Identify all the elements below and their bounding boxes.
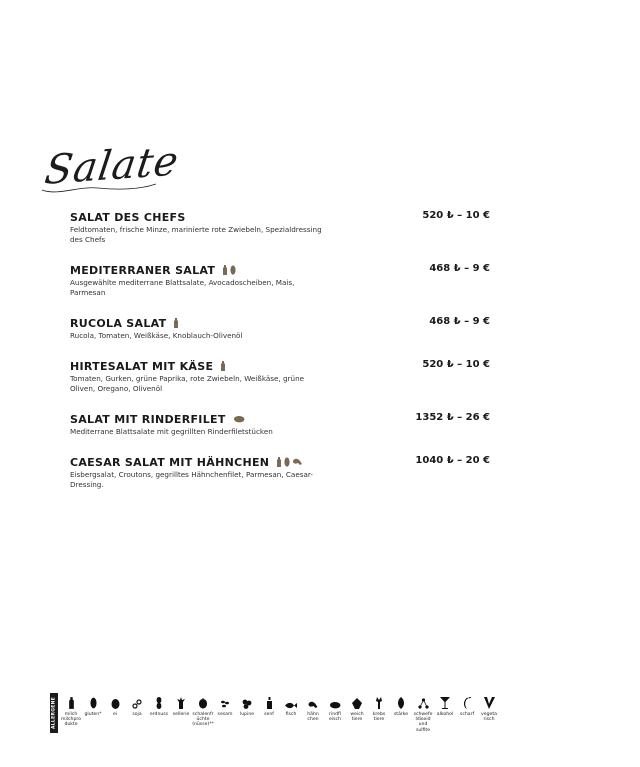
legend-item: [104, 693, 126, 717]
legend-item: [456, 693, 478, 717]
chicken-icon: [307, 701, 319, 709]
sulphite-icon: [418, 698, 429, 709]
legend-label: soja: [132, 712, 142, 717]
item-price: 520 ₺ – 10 €: [422, 359, 490, 370]
legend-label: milch milchpro dukte: [61, 712, 81, 728]
alcohol-icon: [440, 697, 450, 709]
mustard-icon: [266, 697, 273, 709]
legend-label: weich tiere: [350, 712, 364, 723]
item-name: SALAT MIT RINDERFILET: [70, 412, 226, 426]
legend-item: [324, 693, 346, 722]
vegetarian-icon: [484, 697, 495, 709]
crustacean-icon: [374, 697, 384, 709]
menu-item: [70, 210, 490, 245]
mollusc-icon: [352, 698, 362, 709]
sesame-icon: [220, 699, 230, 709]
item-description: Mediterrane Blattsalate mit gegrillten Rinderfiletstücken: [70, 427, 273, 436]
menu-item: [70, 316, 490, 341]
item-description: Ausgewählte mediterrane Blattsalate, Avocadoscheiben, Mais, Parmesan: [70, 278, 295, 297]
item-name: SALAT DES CHEFS: [70, 210, 186, 224]
item-description: Eisbergsalat, Croutons, gegrilltes Hähnchenfilet, Parmesan, Caesar-Dressing.: [70, 470, 313, 489]
nuts-icon: [198, 698, 208, 709]
legend-label: scharf: [459, 712, 475, 717]
legend-item: [126, 693, 148, 717]
legend-label: stärke: [393, 712, 409, 717]
legend-item: [280, 693, 302, 717]
legend-label: senf: [264, 712, 274, 717]
item-price: 468 ₺ – 9 €: [429, 316, 490, 327]
legend-item: [214, 693, 236, 717]
milk-icon: [276, 457, 282, 467]
menu-item: [70, 412, 490, 437]
legend-label: schalenfr üchte (nüsse)**: [192, 712, 214, 728]
milk-icon: [222, 265, 228, 275]
legend-label: erdnuss: [149, 712, 169, 717]
allergen-legend: [50, 693, 510, 743]
spicy-icon: [463, 697, 472, 709]
legend-label: hähn chen: [307, 712, 319, 723]
menu-item: [70, 455, 490, 490]
item-price: 1352 ₺ – 26 €: [415, 412, 490, 423]
legend-item: [60, 693, 82, 728]
gluten-icon: [90, 697, 97, 709]
legend-item: [346, 693, 368, 722]
legend-label: sesam: [217, 712, 233, 717]
legend-label: alkohol: [436, 712, 454, 717]
chicken-icon: [292, 458, 303, 466]
legend-label: fisch: [285, 712, 297, 717]
item-price: 1040 ₺ – 20 €: [415, 455, 490, 466]
item-name: RUCOLA SALAT: [70, 316, 167, 330]
item-price: 468 ₺ – 9 €: [429, 263, 490, 274]
legend-item: [192, 693, 214, 728]
legend-label: sellerie: [172, 712, 190, 717]
peanut-icon: [155, 697, 163, 709]
legend-item: [478, 693, 500, 722]
legend-tag-label: ALLERGENE: [51, 696, 57, 730]
legend-item: [412, 693, 434, 733]
legend-item: [302, 693, 324, 722]
egg-icon: [111, 698, 120, 709]
legend-item: [82, 693, 104, 717]
menu-item: [70, 263, 490, 298]
item-price: 520 ₺ – 10 €: [422, 210, 490, 221]
fish-icon: [285, 702, 297, 709]
legend-item: [170, 693, 192, 717]
legend-item: [368, 693, 390, 722]
legend-item: [258, 693, 280, 717]
item-description: Tomaten, Gurken, grüne Paprika, rote Zwiebeln, Weißkäse, grüne Oliven, Oregano, Olivenöl: [70, 374, 305, 393]
item-name: MEDITERRANER SALAT: [70, 263, 216, 277]
milk-icon: [68, 697, 75, 709]
legend-label: vegeta risch: [481, 712, 497, 723]
milk-icon: [173, 318, 179, 328]
legend-item: [148, 693, 170, 717]
starch-icon: [397, 697, 405, 709]
menu-item: [70, 359, 490, 394]
legend-item: [236, 693, 258, 717]
legend-label: ei: [112, 712, 118, 717]
gluten-icon: [230, 265, 236, 275]
beef-icon: [233, 415, 245, 423]
gluten-icon: [284, 457, 290, 467]
celery-icon: [177, 697, 185, 709]
legend-tag: [50, 693, 58, 733]
legend-label: schwefe ldioxid und sulfite: [413, 712, 433, 733]
beef-icon: [329, 701, 341, 709]
legend-label: gluten*: [84, 712, 102, 717]
legend-label: rindfl eisch: [329, 712, 341, 723]
lupine-icon: [242, 699, 252, 709]
milk-icon: [220, 361, 226, 371]
item-description: Feldtomaten, frische Minze, marinierte rote Zwiebeln, Spezialdressing des Chefs: [70, 225, 322, 244]
soy-icon: [132, 699, 142, 709]
page-title: Salate: [42, 138, 182, 194]
legend-item: [390, 693, 412, 717]
item-name: HIRTESALAT MIT KÄSE: [70, 359, 214, 373]
legend-label: lupine: [239, 712, 255, 717]
legend-label: krebs tiere: [372, 712, 386, 723]
legend-item: [434, 693, 456, 717]
item-description: Rucola, Tomaten, Weißkäse, Knoblauch-Olivenöl: [70, 331, 243, 340]
item-name: CAESAR SALAT MIT HÄHNCHEN: [70, 455, 270, 469]
